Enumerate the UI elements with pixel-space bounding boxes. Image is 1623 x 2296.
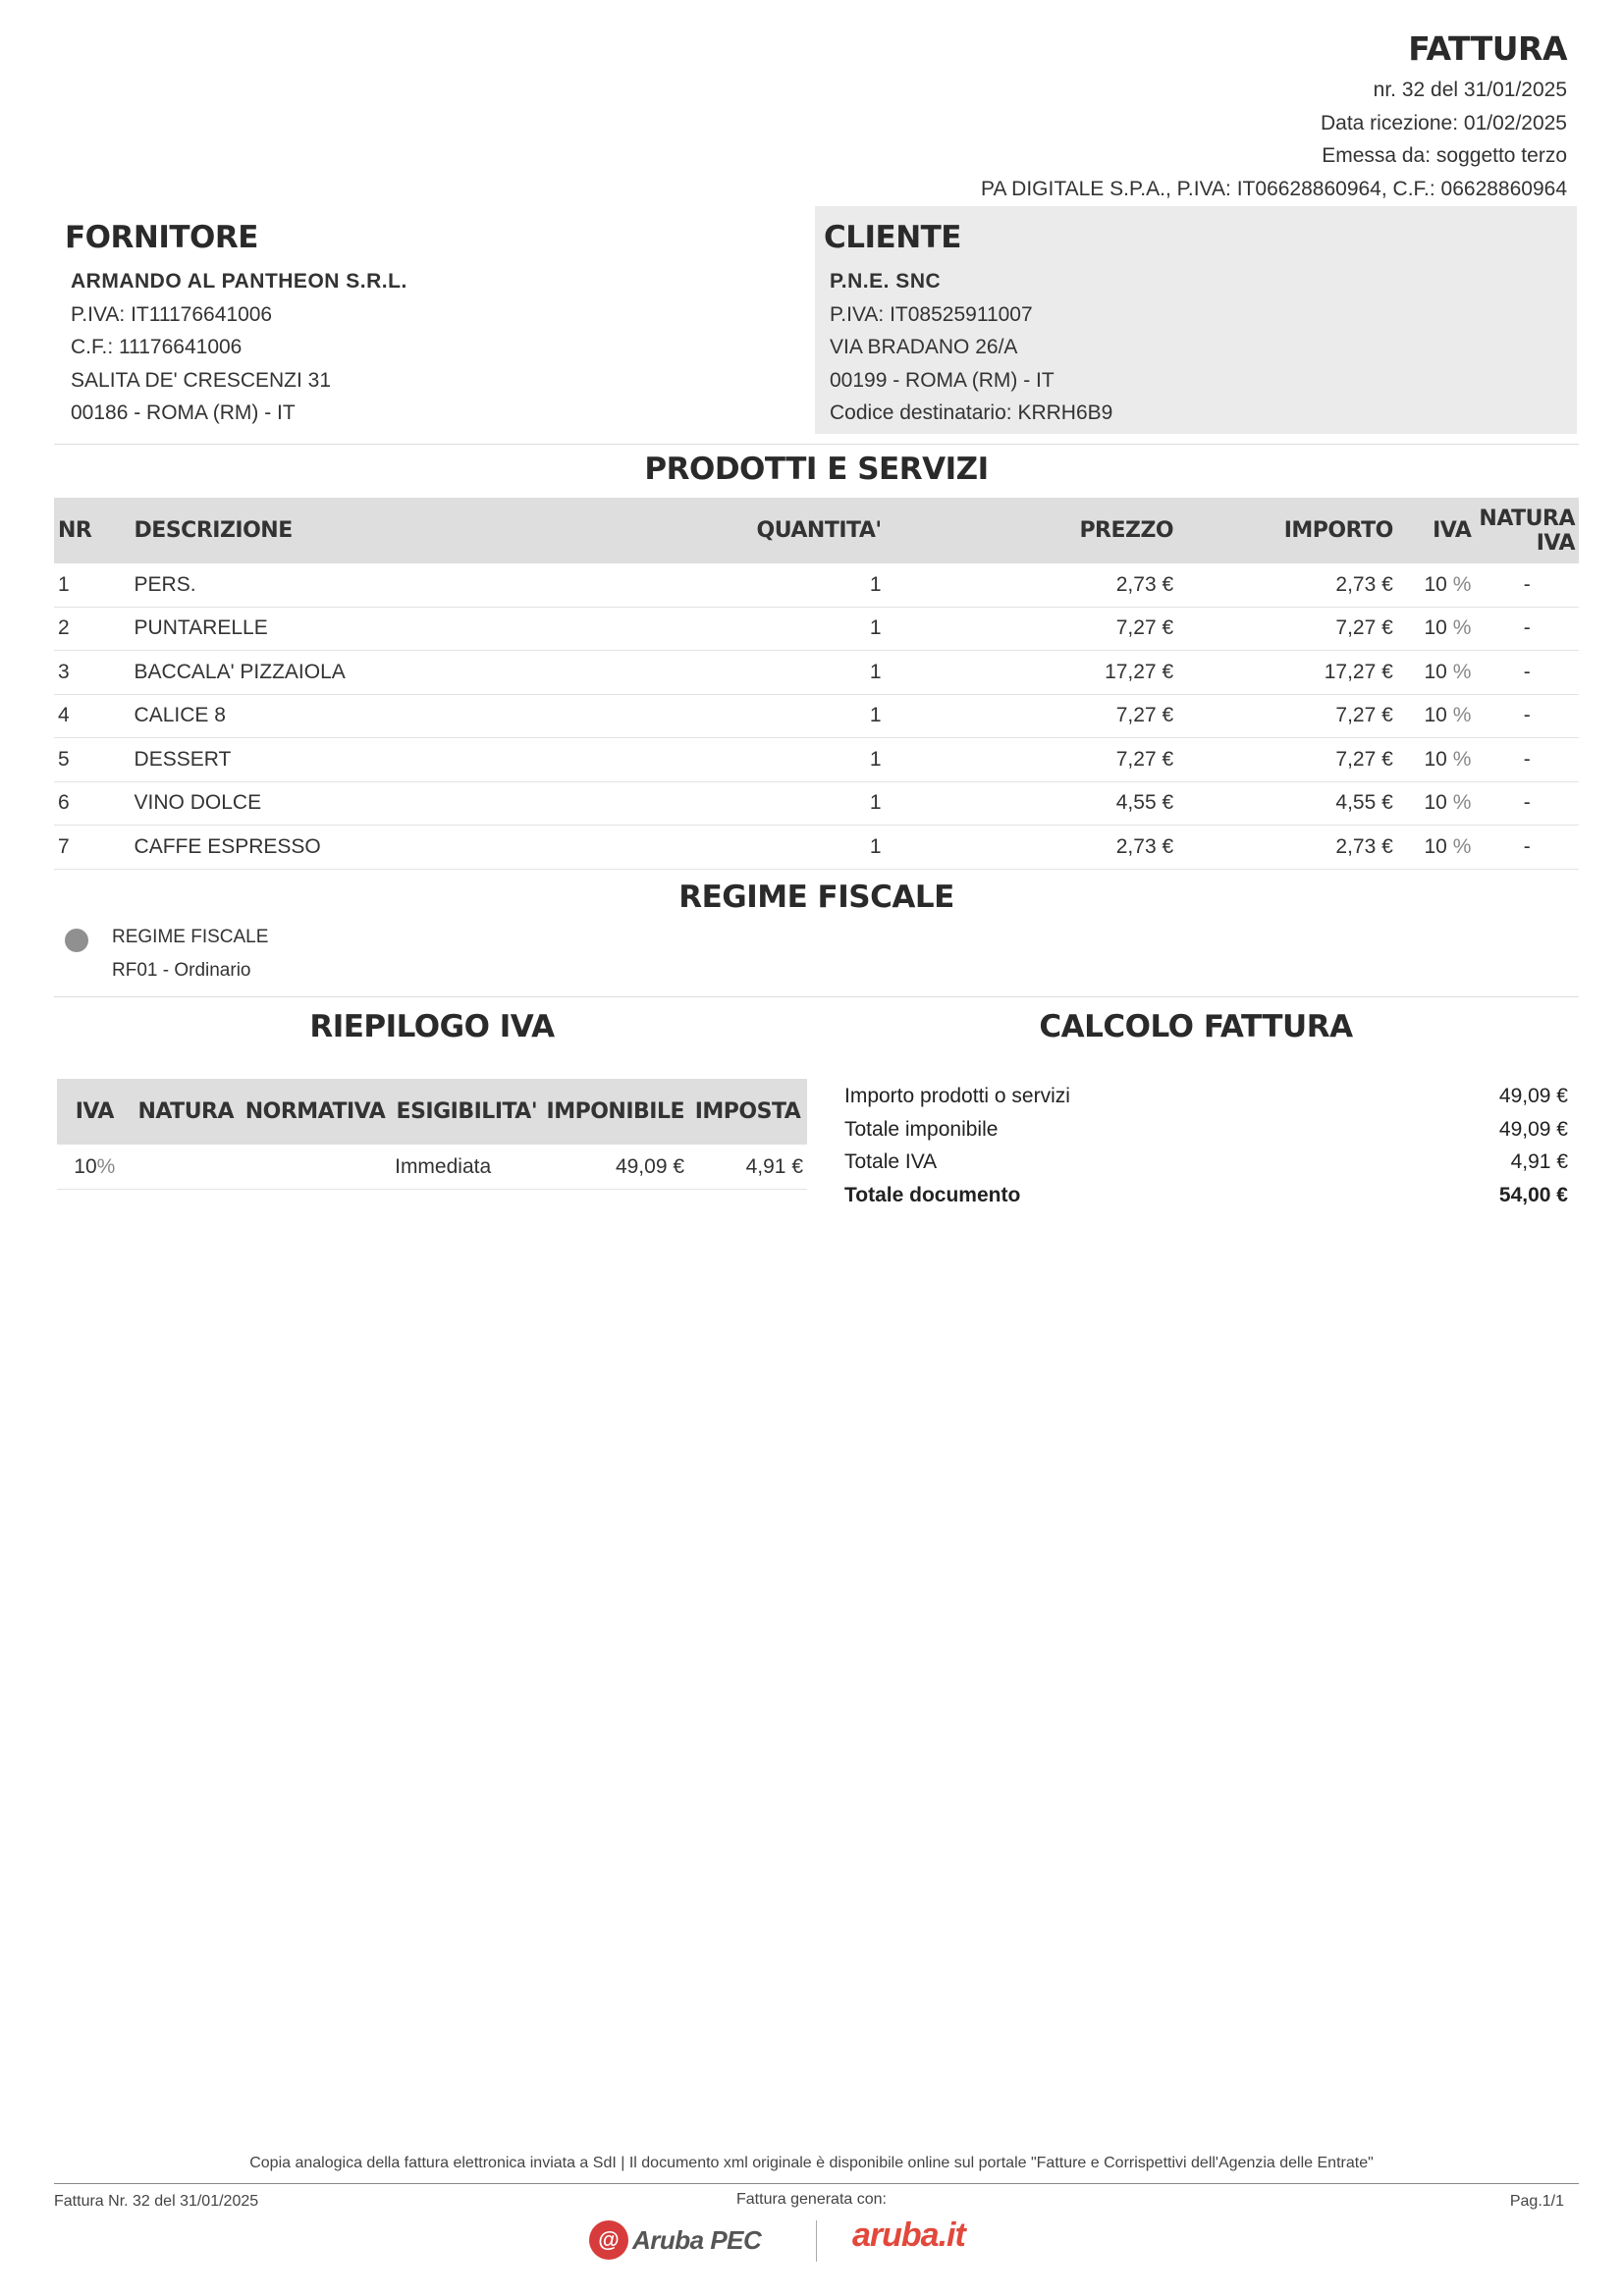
row-description: PUNTARELLE <box>131 607 588 651</box>
regime-title: REGIME FISCALE <box>678 880 954 915</box>
row-price: 4,55 € <box>886 781 1178 826</box>
column-header-quantity: QUANTITA' <box>756 518 882 543</box>
issued-by: Emessa da: soggetto terzo <box>1322 144 1567 167</box>
vat-tax: 4,91 € <box>688 1145 807 1190</box>
column-header-amount: IMPORTO <box>1283 518 1393 543</box>
column-header-tax: IMPOSTA <box>694 1099 801 1124</box>
row-vat <box>1397 826 1476 870</box>
calc-total-value: 54,00 € <box>1498 1183 1568 1206</box>
table-row <box>54 694 1579 738</box>
vat-summary-table <box>57 1079 807 1190</box>
row-vat-nature: - <box>1475 607 1579 651</box>
vat-taxable: 49,09 € <box>543 1145 689 1190</box>
row-amount: 4,55 € <box>1177 781 1397 826</box>
percent-sign: % <box>96 1154 116 1178</box>
customer-title: CLIENTE <box>824 220 961 255</box>
row-vat <box>1397 738 1476 782</box>
calc-row <box>844 1146 1568 1179</box>
percent-sign: % <box>1452 660 1472 683</box>
calc-title: CALCOLO FATTURA <box>1039 1009 1353 1044</box>
row-vat-rate: 10 <box>1424 834 1447 858</box>
row-quantity: 1 <box>588 607 886 651</box>
at-sign-icon: @ <box>589 2220 628 2260</box>
row-nr: 2 <box>54 607 131 651</box>
row-vat-rate: 10 <box>1424 660 1447 683</box>
vat-summary-title: RIEPILOGO IVA <box>309 1009 555 1044</box>
row-quantity: 1 <box>588 651 886 695</box>
products-title: PRODOTTI E SERVIZI <box>644 452 989 487</box>
customer-name: P.N.E. SNC <box>830 270 942 293</box>
row-vat-rate: 10 <box>1424 616 1447 640</box>
row-vat-nature: - <box>1475 651 1579 695</box>
vat-rate <box>57 1145 133 1190</box>
customer-vat: P.IVA: IT08525911007 <box>830 302 1033 326</box>
row-amount: 7,27 € <box>1177 607 1397 651</box>
row-nr: 5 <box>54 738 131 782</box>
row-price: 2,73 € <box>886 826 1178 870</box>
calc-row <box>844 1113 1568 1147</box>
aruba-pec-logo <box>589 2220 761 2260</box>
supplier-city: 00186 - ROMA (RM) - IT <box>71 401 296 424</box>
row-amount: 2,73 € <box>1177 563 1397 607</box>
supplier-tax-code: C.F.: 11176641006 <box>71 336 243 358</box>
footer-disclaimer: Copia analogica della fattura elettronica inviata a SdI | Il documento xml originale è disponibile online sul portale "Fatture e Corrispettivi dell'Agenzia delle Entrate" <box>249 2155 1374 2171</box>
column-header-chargeability: ESIGIBILITA' <box>396 1099 538 1124</box>
footer-invoice-ref: Fattura Nr. 32 del 31/01/2025 <box>54 2193 259 2210</box>
divider <box>54 444 1579 445</box>
calc-label: Totale IVA <box>844 1150 938 1173</box>
row-vat <box>1397 563 1476 607</box>
row-vat-nature: - <box>1475 738 1579 782</box>
row-nr: 7 <box>54 826 131 870</box>
reception-date: Data ricezione: 01/02/2025 <box>1320 111 1567 134</box>
customer-recipient-code: Codice destinatario: KRRH6B9 <box>830 401 1113 424</box>
column-header-vat-nature: NATURA IVA <box>1479 506 1575 556</box>
row-vat-rate: 10 <box>1424 747 1447 771</box>
logo-divider <box>816 2220 817 2262</box>
percent-sign: % <box>1452 704 1472 727</box>
divider <box>54 996 1579 997</box>
bullet-icon <box>65 929 88 952</box>
calc-label: Totale imponibile <box>844 1117 999 1141</box>
column-header-description: DESCRIZIONE <box>134 518 293 543</box>
calc-value: 49,09 € <box>1498 1085 1568 1107</box>
vat-rule <box>240 1145 391 1190</box>
supplier-vat: P.IVA: IT11176641006 <box>71 302 273 326</box>
table-row <box>54 563 1579 607</box>
table-row <box>54 826 1579 870</box>
calc-total-row <box>844 1179 1568 1212</box>
products-header-row <box>54 498 1579 563</box>
intermediary: PA DIGITALE S.P.A., P.IVA: IT06628860964, C.F.: 06628860964 <box>981 177 1567 200</box>
calc-value: 4,91 € <box>1510 1150 1568 1173</box>
calc-value: 49,09 € <box>1498 1117 1568 1141</box>
row-vat-nature: - <box>1475 826 1579 870</box>
footer-generated-with: Fattura generata con: <box>736 2191 887 2208</box>
document-title: FATTURA <box>1408 29 1567 68</box>
aruba-pec-logo-text: Aruba PEC <box>632 2224 762 2255</box>
row-amount: 7,27 € <box>1177 694 1397 738</box>
supplier-address: SALITA DE' CRESCENZI 31 <box>71 368 332 392</box>
row-description: PERS. <box>131 563 588 607</box>
calc-row <box>844 1080 1568 1113</box>
customer-city: 00199 - ROMA (RM) - IT <box>830 368 1055 392</box>
row-quantity: 1 <box>588 781 886 826</box>
row-price: 2,73 € <box>886 563 1178 607</box>
row-nr: 6 <box>54 781 131 826</box>
row-description: DESSERT <box>131 738 588 782</box>
row-amount: 7,27 € <box>1177 738 1397 782</box>
column-header-vat: IVA <box>1433 518 1472 543</box>
row-nr: 3 <box>54 651 131 695</box>
row-vat-nature: - <box>1475 781 1579 826</box>
document-header <box>981 29 1567 205</box>
row-vat <box>1397 781 1476 826</box>
vat-chargeability: Immediata <box>391 1145 542 1190</box>
row-description: BACCALA' PIZZAIOLA <box>131 651 588 695</box>
row-price: 7,27 € <box>886 607 1178 651</box>
percent-sign: % <box>1452 791 1472 815</box>
row-vat <box>1397 694 1476 738</box>
row-description: CAFFE ESPRESSO <box>131 826 588 870</box>
row-vat-nature: - <box>1475 694 1579 738</box>
column-header-taxable: IMPONIBILE <box>546 1099 685 1124</box>
column-header-price: PREZZO <box>1079 518 1174 543</box>
row-vat-nature: - <box>1475 563 1579 607</box>
calc-total-label: Totale documento <box>844 1183 1021 1206</box>
row-description: CALICE 8 <box>131 694 588 738</box>
calc-block <box>844 1080 1568 1211</box>
table-row <box>54 607 1579 651</box>
row-amount: 2,73 € <box>1177 826 1397 870</box>
invoice-number: nr. 32 del 31/01/2025 <box>1373 79 1567 101</box>
row-vat <box>1397 651 1476 695</box>
table-row <box>54 738 1579 782</box>
row-price: 7,27 € <box>886 694 1178 738</box>
percent-sign: % <box>1452 572 1472 596</box>
column-header-rule: NORMATIVA <box>244 1099 386 1124</box>
percent-sign: % <box>1452 834 1472 858</box>
row-vat-rate: 10 <box>1424 704 1447 727</box>
row-quantity: 1 <box>588 694 886 738</box>
percent-sign: % <box>1452 616 1472 640</box>
row-price: 17,27 € <box>886 651 1178 695</box>
vat-summary-header-row <box>57 1079 807 1145</box>
row-amount: 17,27 € <box>1177 651 1397 695</box>
row-quantity: 1 <box>588 826 886 870</box>
regime-label: REGIME FISCALE <box>112 927 269 947</box>
supplier-name: ARMANDO AL PANTHEON S.R.L. <box>71 270 407 293</box>
footer-page-number: Pag.1/1 <box>1509 2193 1564 2210</box>
row-quantity: 1 <box>588 563 886 607</box>
aruba-it-logo: aruba.it <box>852 2216 965 2254</box>
row-price: 7,27 € <box>886 738 1178 782</box>
supplier-block <box>56 206 802 434</box>
percent-sign: % <box>1452 747 1472 771</box>
footer-divider <box>54 2183 1579 2184</box>
table-row <box>54 651 1579 695</box>
row-nr: 1 <box>54 563 131 607</box>
column-header-nature: NATURA <box>137 1099 235 1124</box>
calc-label: Importo prodotti o servizi <box>844 1085 1070 1107</box>
row-vat <box>1397 607 1476 651</box>
row-vat-rate: 10 <box>1424 572 1447 596</box>
customer-block <box>815 206 1577 434</box>
row-nr: 4 <box>54 694 131 738</box>
supplier-title: FORNITORE <box>65 220 258 255</box>
row-description: VINO DOLCE <box>131 781 588 826</box>
column-header-nr: NR <box>58 518 92 543</box>
column-header-vat: IVA <box>75 1099 114 1124</box>
regime-value: RF01 - Ordinario <box>112 960 251 981</box>
customer-address: VIA BRADANO 26/A <box>830 336 1018 358</box>
row-quantity: 1 <box>588 738 886 782</box>
row-vat-rate: 10 <box>1424 791 1447 815</box>
vat-rate-value: 10 <box>74 1154 97 1178</box>
table-row <box>54 781 1579 826</box>
products-table <box>54 498 1579 870</box>
table-row <box>57 1145 807 1190</box>
vat-nature <box>133 1145 240 1190</box>
